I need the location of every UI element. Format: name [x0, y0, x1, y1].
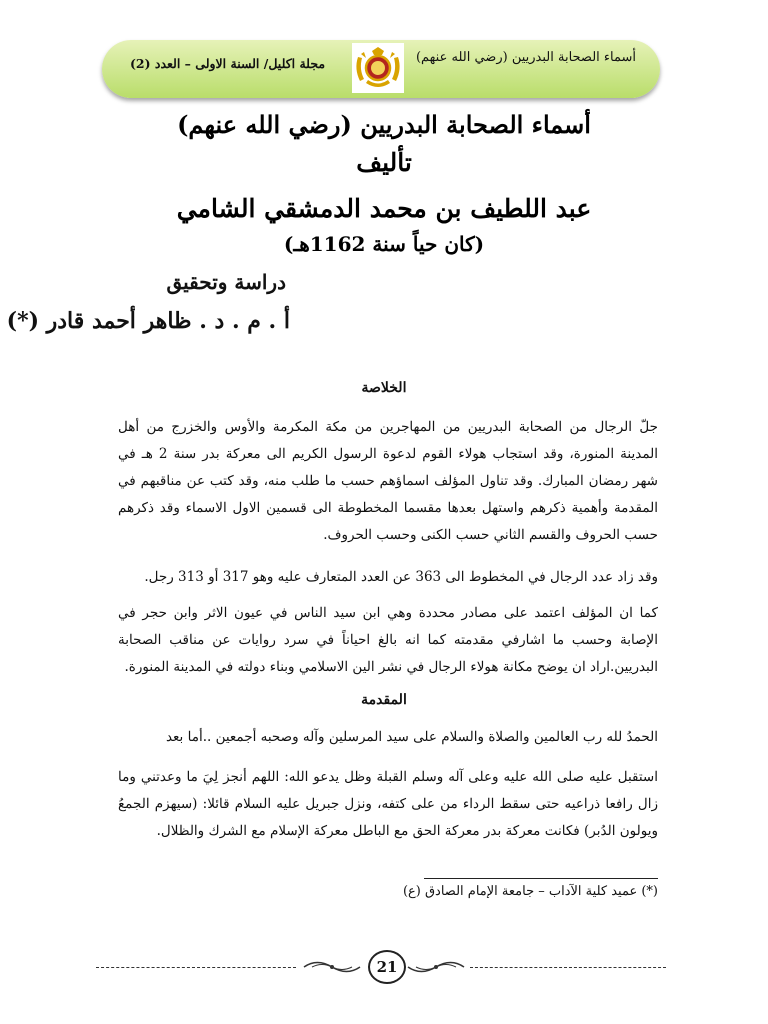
- footer-dash-right: [470, 967, 666, 968]
- journal-info: مجلة اكليل/ السنة الاولى – العدد (2): [130, 56, 326, 71]
- running-title: أسماء الصحابة البدريين (رضي الله عنهم): [415, 50, 636, 65]
- authored-label: تأليف: [356, 148, 412, 177]
- introduction-heading: المقدمة: [361, 692, 407, 708]
- author-name: عبد اللطيف بن محمد الدمشقي الشامي: [176, 194, 592, 223]
- editor-name: أ . م . د . ظاهر أحمد قادر (*): [6, 308, 290, 334]
- abstract-paragraph-1: جلّ الرجال من الصحابة البدريين من المهاجرين من مكة المكرمة والأوس والخزرج من أهل المدينة المنورة، وقد استجاب هولاء القوم لدعوة الرسول الكريم الى معركة بدر سنة 2 هـ في شهر رمضان المبارك. وقد تناول المؤلف اسماؤهم حسب ما طلب منه، وقد كتب عن مناقبهم في المقدمة وأهمية ذكرهم واستهل بعدها مقسما المخطوطة الى قسمين الاول الاسماء وقد ذكرهم حسب الحروف والقسم الثاني حسب الكنى وحسب الحروف.: [118, 419, 658, 543]
- header-banner: [102, 40, 660, 98]
- ornament-left-icon: [302, 956, 362, 978]
- introduction-paragraph-2: استقبل عليه صلى الله عليه وعلى آله وسلم القبلة وظل يدعو الله: اللهم أنجز لِيَ ما وعدتني وما زال رافعا ذراعيه حتى سقط الرداء من على كتفه، ونزل جبريل عليه السلام قائلا: (سيهزم الجمعُ ويولون الدُبر) فكانت معركة بدر معركة الحق مع الباطل معركة الإسلام مع الشرك والظلال.: [118, 769, 658, 839]
- abstract-paragraph-2: وقد زاد عدد الرجال في المخطوط الى 363 عن العدد المتعارف عليه وهو 317 أو 313 رجل.: [144, 569, 658, 585]
- study-label: دراسة وتحقيق: [166, 270, 286, 294]
- footer-dash-left: [96, 967, 296, 968]
- page-number: 21: [368, 950, 406, 984]
- ornament-right-icon: [406, 956, 466, 978]
- abstract-paragraph-3: كما ان المؤلف اعتمد على مصادر محددة وهي ابن سيد الناس في عيون الاثر وابن حجر في الإصابة وحسب ما اشارفي مقدمته كما انه بالغ احياناً في سرد روايات عن مناقب الصحابة البدريين.اراد ان يوضح مكانة هولاء الرجال في نشر الين الاسلامي وبناء دولته في المدينة المنورة.: [118, 605, 658, 675]
- introduction-paragraph-1: الحمدُ لله رب العالمين والصلاة والسلام على سيد المرسلين وآله وصحبه أجمعين ..أما بعد: [165, 729, 658, 745]
- journal-emblem-icon: [352, 43, 404, 93]
- author-date: (كان حياً سنة 1162هـ): [283, 232, 485, 256]
- footnote: (*) عميد كلية الآداب – جامعة الإمام الصادق (ع): [402, 884, 658, 899]
- article-title: أسماء الصحابة البدريين (رضي الله عنهم): [177, 110, 591, 139]
- footnote-divider: [424, 878, 658, 879]
- abstract-heading: الخلاصة: [361, 380, 407, 396]
